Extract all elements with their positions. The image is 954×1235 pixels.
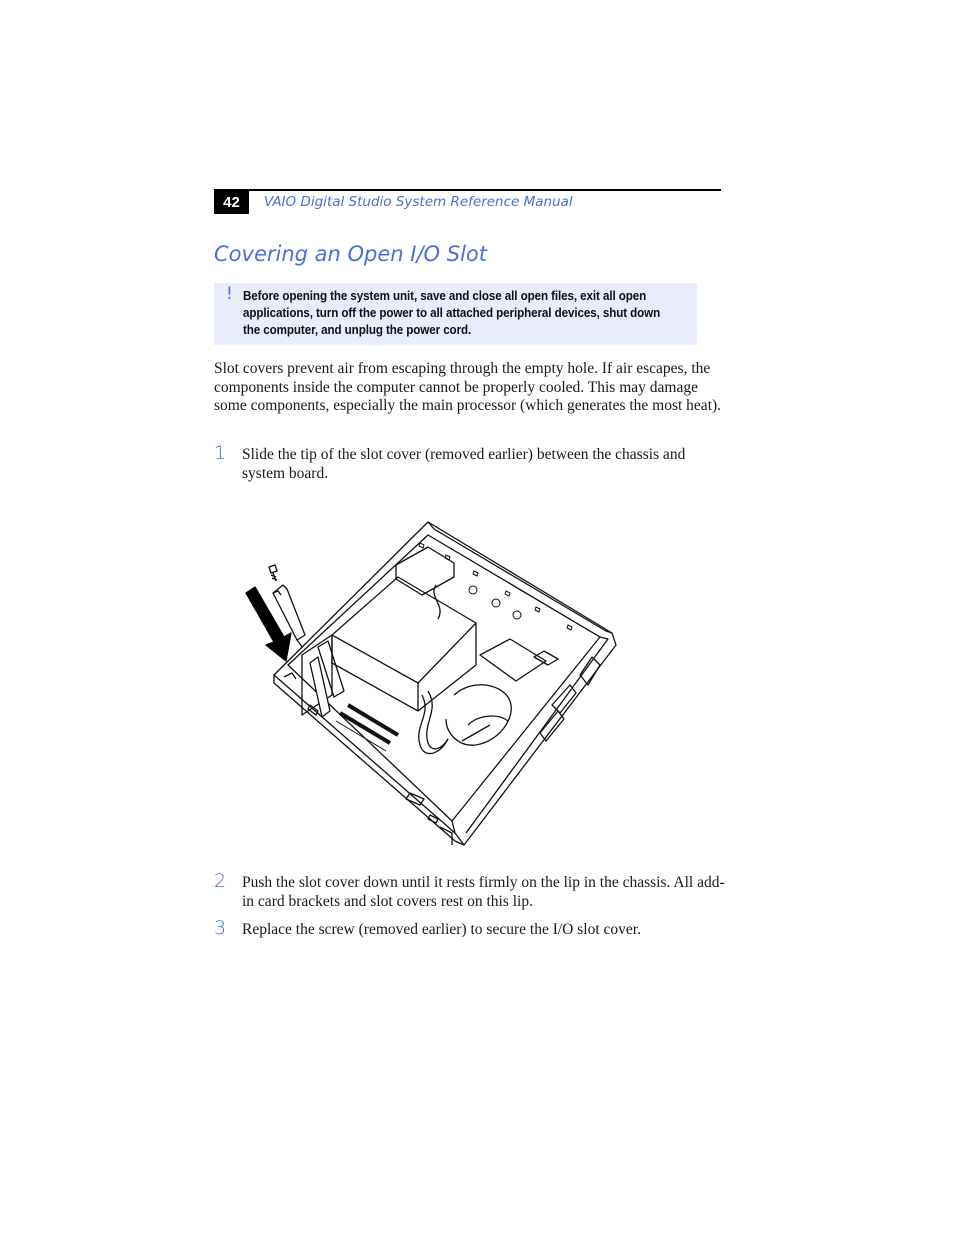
exclamation-icon: ! (226, 284, 233, 304)
section-title: Covering an Open I/O Slot (214, 242, 487, 266)
running-title: VAIO Digital Studio System Reference Manual (264, 194, 573, 210)
intro-paragraph: Slot covers prevent air from escaping through the empty hole. If air escapes, the components inside the computer cannot be properly cooled. This may damage some components, especially the main processor (which generates the most heat). (214, 360, 722, 414)
step-number: 3 (214, 917, 227, 939)
step-text: Push the slot cover down until it rests firmly on the lip in the chassis. All add-in card brackets and slot covers rest on this lip. (242, 874, 725, 910)
caution-text: Before opening the system unit, save and close all open files, exit all open applications, turn off the power to all attached peripheral devices, shut down the computer, and unplug the power cord. (243, 289, 661, 337)
header-rule (214, 189, 721, 191)
chassis-illustration (240, 515, 630, 850)
step-number: 2 (214, 870, 227, 892)
step-number: 1 (214, 442, 227, 464)
screw-icon (269, 565, 277, 581)
step-text: Replace the screw (removed earlier) to secure the I/O slot cover. (242, 921, 641, 938)
page-number: 42 (214, 191, 249, 214)
caution-box (214, 283, 697, 345)
step-text: Slide the tip of the slot cover (removed earlier) between the chassis and system board. (242, 446, 686, 482)
